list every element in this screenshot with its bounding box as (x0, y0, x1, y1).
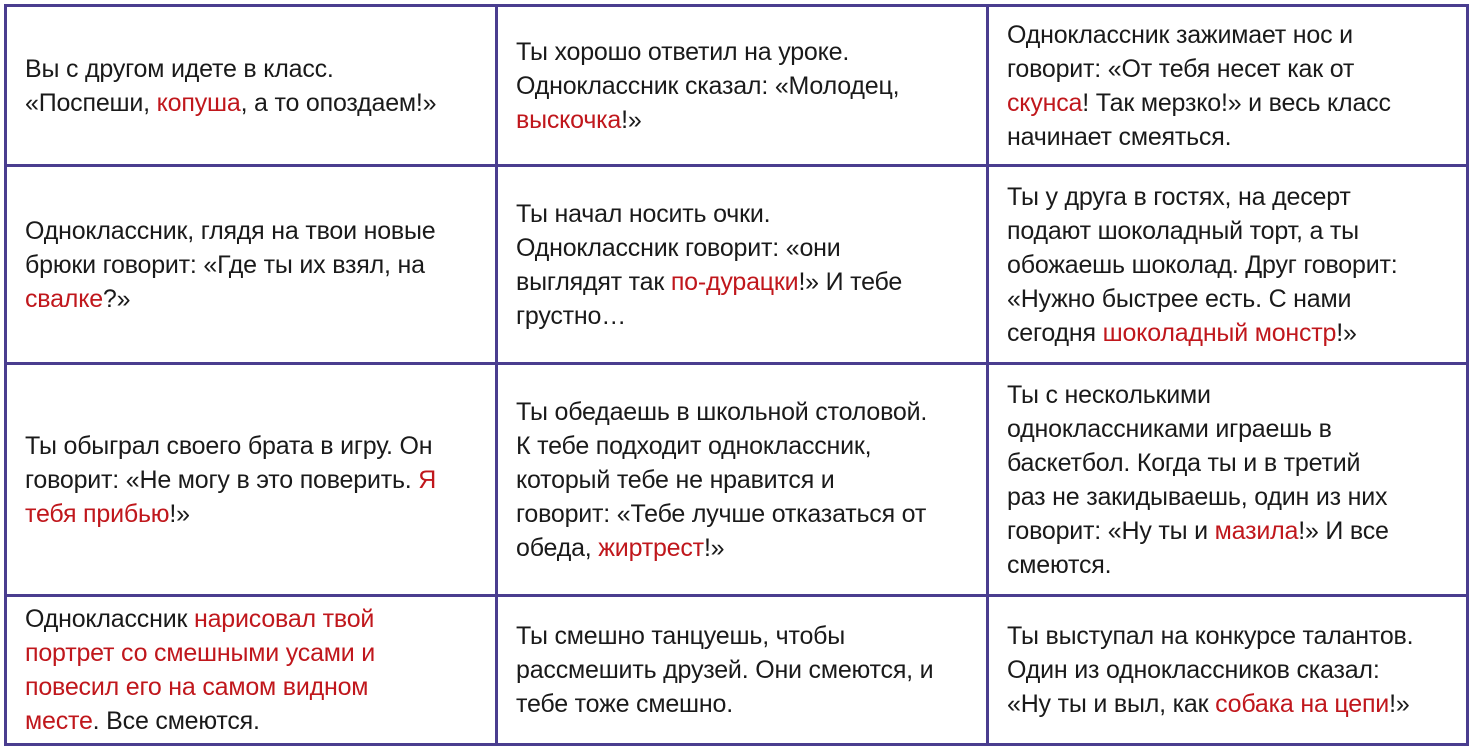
text-segment: Ты выступал на конкурсе талантов. Один из одноклассников сказал: «Ну ты и выл, как (1007, 622, 1414, 718)
table-cell-r4c1 (7, 597, 495, 743)
highlighted-insult: жиртрест (598, 533, 704, 562)
table-cell-r1c2 (498, 7, 986, 164)
text-segment: !» И все смеются. (1007, 516, 1389, 579)
text-segment: Одноклассник, глядя на твои новые брюки говорит: «Где ты их взял, на (25, 216, 436, 279)
table-cell-r3c3 (989, 365, 1466, 594)
highlighted-insult: нарисовал твой портрет со смешными усами и повесил его на самом видном месте (25, 605, 376, 735)
text-segment: !» (621, 105, 642, 134)
table-cell-r4c2 (498, 597, 986, 743)
highlighted-insult: мазила (1214, 516, 1299, 545)
text-segment: !» (1389, 690, 1410, 718)
table-cell-r1c3 (989, 7, 1466, 164)
highlighted-insult: собака на цепи (1215, 690, 1390, 718)
text-segment: ?» (102, 284, 131, 313)
text-segment: Одноклассник зажимает нос и говорит: «От тебя несет как от (1007, 20, 1355, 83)
situations-table (4, 4, 1469, 746)
cell-text (25, 214, 435, 316)
text-segment: ! Так мерзко!» и весь класс начинает смеяться. (1007, 88, 1391, 151)
cell-text (516, 197, 902, 333)
text-segment: Ты обедаешь в школьной столовой. К тебе подходит одноклассник, который тебе не нравится и говорит: «Тебе лучше отказаться от обеда, (516, 397, 928, 562)
cell-text (25, 429, 436, 531)
cell-text (1007, 619, 1413, 721)
table-cell-r3c1 (7, 365, 495, 594)
text-segment: Ты хорошо ответил на уроке. Одноклассник сказал: «Молодец, (516, 37, 900, 100)
highlighted-insult: скунса (1007, 88, 1083, 117)
highlighted-insult: по-дурацки (670, 267, 799, 296)
text-segment: Ты начал носить очки. Одноклассник говорит: «они выглядят так (516, 199, 841, 296)
table-cell-r2c1 (7, 167, 495, 362)
cell-text (516, 35, 899, 137)
table-cell-r4c3 (989, 597, 1466, 743)
text-segment: !» И тебе грустно… (516, 267, 903, 330)
text-segment: Вы с другом идете в класс. «Поспеши, (25, 54, 334, 117)
text-segment: , а то опоздаем!» (240, 88, 437, 117)
highlighted-insult: выскочка (516, 105, 622, 134)
cell-text (25, 52, 436, 120)
table-cell-r1c1 (7, 7, 495, 164)
cell-text (1007, 180, 1397, 350)
cell-text (516, 395, 927, 565)
text-segment: !» (1336, 318, 1357, 347)
text-segment: Одноклассник (25, 605, 194, 633)
highlighted-insult: шоколадный монстр (1102, 318, 1337, 347)
text-segment: !» (703, 533, 725, 562)
text-segment: Ты у друга в гостях, на десерт подают шоколадный торт, а ты обожаешь шоколад. Друг говорит: «Нужно быстрее есть. С нами сегодня (1007, 182, 1398, 347)
table-cell-r3c2 (498, 365, 986, 594)
highlighted-insult: копуша (156, 88, 241, 117)
text-segment: !» (169, 499, 190, 528)
cell-text (1007, 378, 1389, 582)
highlighted-insult: свалке (25, 284, 103, 313)
cell-text (1007, 18, 1391, 154)
highlighted-insult: Я тебя прибью (25, 465, 437, 528)
table-cell-r2c2 (498, 167, 986, 362)
text-segment: Ты смешно танцуешь, чтобы рассмешить друзей. Они смеются, и тебе тоже смешно. (516, 622, 934, 718)
text-segment: Ты обыграл своего брата в игру. Он говорит: «Не могу в это поверить. (25, 431, 433, 494)
text-segment: Ты с несколькими одноклассниками играешь в баскетбол. Когда ты и в третий раз не закидываешь, один из них говорит: «Ну ты и (1007, 380, 1388, 545)
cell-text (516, 619, 933, 721)
cell-text (25, 602, 375, 738)
text-segment: . Все смеются. (92, 707, 260, 735)
table-cell-r2c3 (989, 167, 1466, 362)
